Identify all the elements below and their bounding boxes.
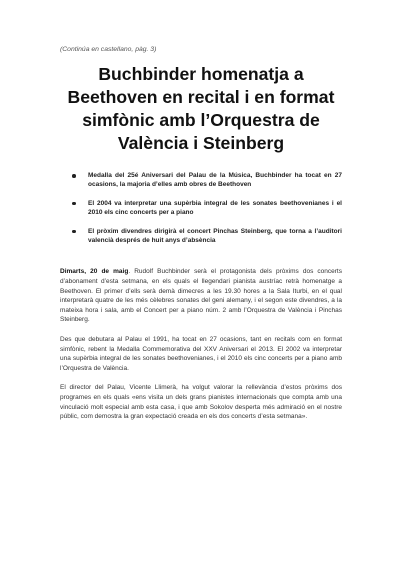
highlight-item: El pròxim divendres dirigirà el concert Pinchas Steinberg, que torna a l’auditori valencià després de huit anys d’absència [72,227,342,246]
paragraph-text: . Rudolf Buchbinder serà el protagonista dels pròxims dos concerts d’abonament d’esta setmana, en els quals el llegendari pianista austríac retrà homenatge a Beethoven. El primer d’ells serà demà dimecres a les 19.30 hores a la Sala Iturbi, en el qual interpretarà quatre de les més cèlebres sonates del geni alemany, i el segon este divendres, a la mateixa hora i sala, amb el Concert per a piano núm. 2 amb l’Orquestra de València i Pinchas Steinberg. [60,268,342,324]
body-paragraph [60,267,342,325]
body-paragraph [60,383,342,421]
continuation-note: (Continúa en castellano, pàg. 3) [60,46,157,53]
highlight-item: Medalla del 25é Aniversari del Palau de la Música, Buchbinder ha tocat en 27 ocasions, la majoria d’elles amb obres de Beethoven [72,171,342,190]
body-paragraph [60,335,342,373]
paragraph-text: Des que debutara al Palau el 1991, ha tocat en 27 ocasions, tant en recitals com en format simfònic, rebent la Medalla Commemorativa del XXV Aniversari el 2013. El 2002 va interpretar una supèrbia integral de les sonates beethovenianes, i el 2010 els cinc concerts per a piano amb l’Orquestra de València. [60,336,342,372]
highlights-list [60,171,342,245]
highlight-item: El 2004 va interpretar una supèrbia integral de les sonates beethovenianes i el 2010 els cinc concerts per a piano [72,199,342,218]
paragraph-text: El director del Palau, Vicente Llimerà, ha volgut valorar la rellevància d’estos pròxims dos programes en els quals «ens visita un dels grans pianistes internacionals que compta amb una vinculació molt especial amb esta casa, i que amb Sokolov desperta més admiració en el nostre públic, com demostra la gran expectació creada en els dos concerts d’esta setmana». [60,384,342,421]
headline: Buchbinder homenatja a Beethoven en recital i en format simfònic amb l’Orquestra de València i Steinberg [67,64,335,153]
dateline: Dimarts, 20 de maig [60,268,129,276]
